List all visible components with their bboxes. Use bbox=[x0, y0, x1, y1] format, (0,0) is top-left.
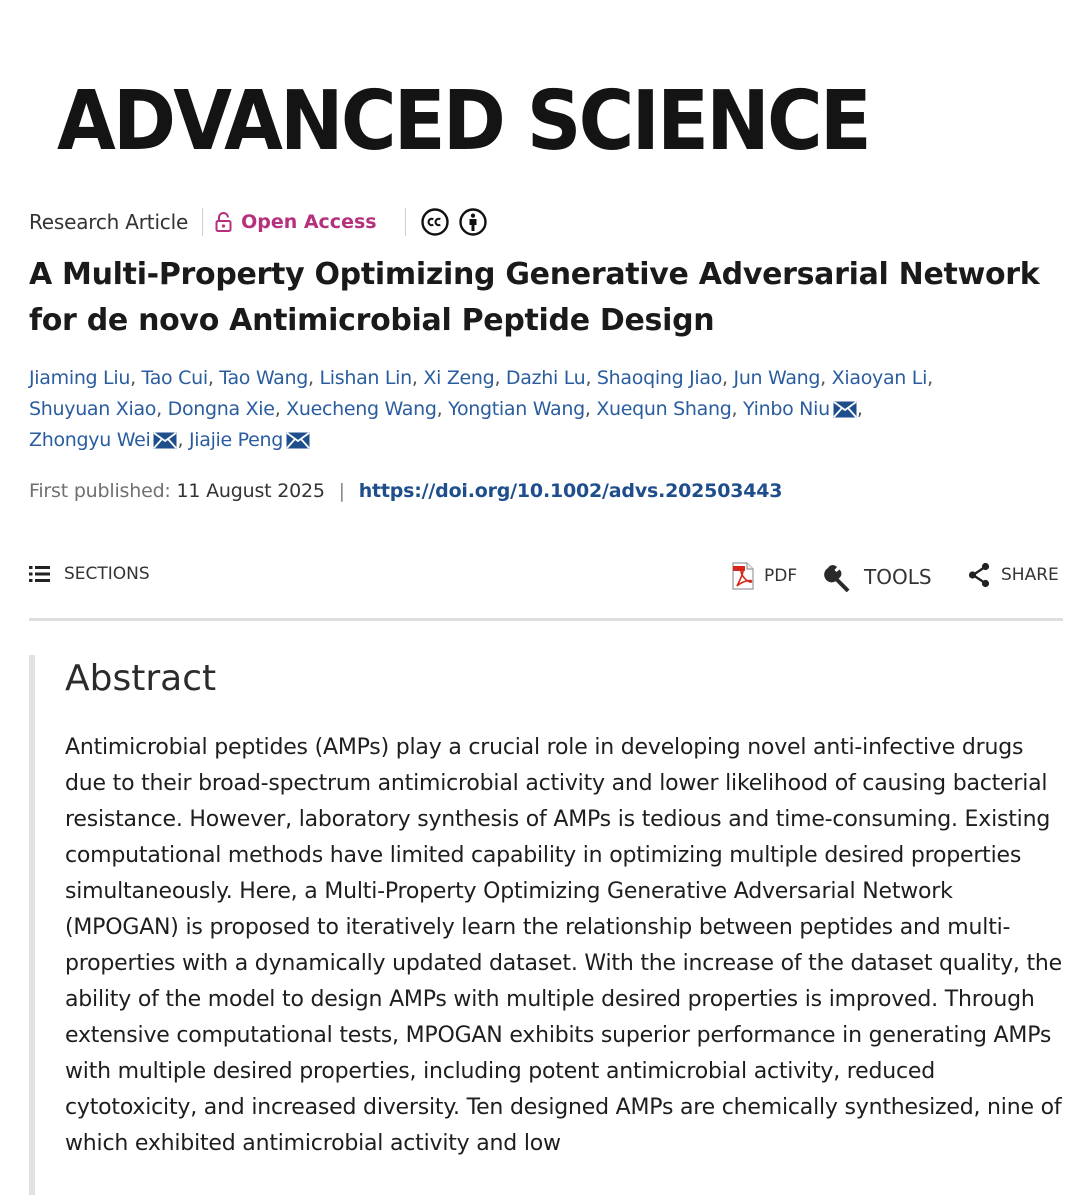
author-link[interactable]: Tao Wang bbox=[219, 367, 308, 389]
author-separator: , bbox=[494, 367, 506, 389]
meta-divider bbox=[405, 208, 406, 236]
author-link[interactable]: Jun Wang bbox=[733, 367, 821, 389]
author-link[interactable]: Dongna Xie bbox=[167, 398, 275, 420]
toolbar-divider bbox=[29, 618, 1063, 621]
author-separator: , bbox=[307, 367, 320, 389]
list-icon bbox=[29, 565, 50, 583]
author-separator: , bbox=[274, 398, 287, 420]
author-list bbox=[29, 363, 1059, 456]
author-link[interactable]: Xuequn Shang bbox=[596, 398, 732, 420]
author-link[interactable]: Xi Zeng bbox=[423, 367, 495, 389]
author-separator: , bbox=[722, 367, 734, 389]
share-button[interactable] bbox=[967, 562, 1059, 588]
publication-separator: | bbox=[338, 480, 345, 502]
author-link[interactable]: Xuecheng Wang bbox=[286, 398, 437, 420]
author-separator: , bbox=[436, 398, 449, 420]
creative-commons-icon[interactable] bbox=[420, 207, 450, 237]
tools-button[interactable] bbox=[824, 562, 932, 592]
publication-date: 11 August 2025 bbox=[176, 480, 325, 502]
author-link[interactable]: Yongtian Wang bbox=[448, 398, 585, 420]
sections-button[interactable] bbox=[29, 564, 150, 584]
tools-label: TOOLS bbox=[864, 565, 932, 589]
author-separator: , bbox=[130, 367, 142, 389]
author-separator: , bbox=[731, 398, 743, 420]
article-type: Research Article bbox=[29, 210, 189, 234]
share-icon bbox=[967, 562, 991, 588]
author-link[interactable]: Jiajie Peng bbox=[188, 429, 284, 451]
author-separator: , bbox=[156, 398, 168, 420]
article-meta bbox=[29, 205, 488, 239]
author-separator: , bbox=[177, 429, 189, 451]
attribution-icon[interactable] bbox=[458, 207, 488, 237]
author-separator: , bbox=[820, 367, 832, 389]
author-link[interactable]: Shaoqing Jiao bbox=[596, 367, 723, 389]
author-link[interactable]: Yinbo Niu bbox=[743, 398, 830, 420]
author-separator: , bbox=[856, 398, 863, 420]
open-access-badge bbox=[215, 211, 377, 233]
email-icon[interactable] bbox=[153, 432, 177, 449]
author-link[interactable]: Tao Cui bbox=[141, 367, 208, 389]
author-link[interactable]: Jiaming Liu bbox=[29, 367, 131, 389]
pdf-button[interactable] bbox=[732, 562, 797, 590]
abstract-heading: Abstract bbox=[65, 658, 217, 699]
author-separator: , bbox=[411, 367, 424, 389]
share-label: SHARE bbox=[1001, 565, 1059, 585]
open-access-label: Open Access bbox=[241, 211, 377, 233]
email-icon[interactable] bbox=[286, 432, 310, 449]
journal-name: ADVANCED SCIENCE bbox=[57, 83, 869, 157]
author-separator: , bbox=[927, 367, 933, 389]
author-link[interactable]: Xiaoyan Li bbox=[831, 367, 928, 389]
author-link[interactable]: Lishan Lin bbox=[319, 367, 412, 389]
pdf-icon bbox=[732, 562, 754, 590]
article-title: A Multi-Property Optimizing Generative Adversarial Network for de novo Antimicrobial Peptide Design bbox=[29, 257, 1040, 338]
author-link[interactable]: Dazhi Lu bbox=[505, 367, 586, 389]
meta-divider bbox=[202, 208, 203, 236]
lock-open-icon bbox=[215, 212, 232, 232]
email-icon[interactable] bbox=[833, 401, 857, 418]
publication-info bbox=[29, 476, 782, 506]
doi-link[interactable]: https://doi.org/10.1002/advs.202503443 bbox=[358, 480, 783, 502]
sections-label: SECTIONS bbox=[64, 564, 150, 584]
author-separator: , bbox=[207, 367, 220, 389]
wrench-icon bbox=[824, 562, 854, 592]
license-icons[interactable] bbox=[420, 207, 488, 237]
journal-logo[interactable] bbox=[57, 83, 877, 157]
article-toolbar bbox=[29, 558, 1063, 598]
abstract-text: Antimicrobial peptides (AMPs) play a crucial role in developing novel anti-infective drugs due to their broad-spectrum antimicrobial activity and lower likelihood of causing bacterial resistance. However, laboratory synthesis of AMPs is tedious and time-consuming. Existing computational methods have limited capability in optimizing multiple desired properties simultaneously. Here, a Multi-Property Optimizing Generative Adversarial Network (MPOGAN) is proposed to iteratively learn the relationship between peptides and multi-properties with a dynamically updated dataset. With the increase of the dataset quality, the ability of the model to design AMPs with multiple desired properties is improved. Through extensive computational tests, MPOGAN exhibits superior performance in generating AMPs with multiple desired properties, including potent antimicrobial activity, reduced cytotoxicity, and increased diversity. Ten designed AMPs are chemically synthesized, nine of which exhibited antimicrobial activity and low bbox=[65, 735, 1062, 1156]
abstract-section bbox=[29, 655, 1082, 1195]
journal-logo-wordmark bbox=[57, 83, 877, 157]
pdf-label: PDF bbox=[764, 566, 798, 586]
author-link[interactable]: Zhongyu Wei bbox=[29, 429, 151, 451]
first-published-label: First published: bbox=[29, 480, 171, 502]
author-link[interactable]: Shuyuan Xiao bbox=[29, 398, 157, 420]
author-separator: , bbox=[584, 398, 597, 420]
author-separator: , bbox=[585, 367, 597, 389]
